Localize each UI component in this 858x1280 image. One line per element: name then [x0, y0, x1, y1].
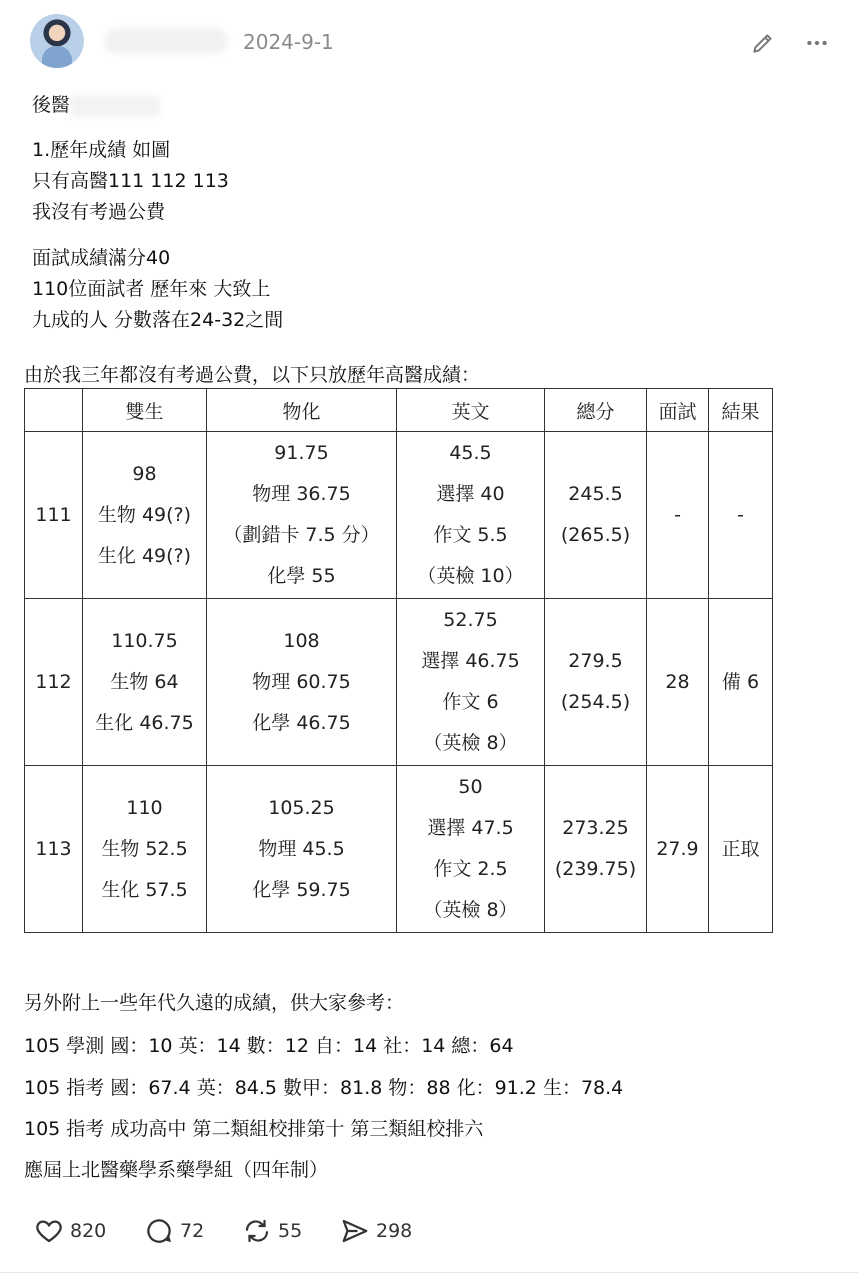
table-row	[25, 432, 773, 599]
cell-line: 化學 55	[267, 565, 336, 587]
cell-line: 245.5	[568, 483, 623, 505]
post-line: 1.歷年成績 如圖	[32, 139, 171, 161]
table-header: 結果	[709, 389, 773, 432]
table-header	[25, 389, 83, 432]
repost-count: 55	[278, 1220, 303, 1242]
extra-line: 應屆上北醫藥學系藥學組（四年制）	[24, 1159, 329, 1181]
like-count: 820	[70, 1220, 107, 1242]
share-icon	[340, 1216, 370, 1246]
cell-line: 91.75	[274, 442, 329, 464]
cell-line: 作文 6	[442, 691, 499, 713]
more-icon[interactable]	[802, 28, 832, 58]
bio-cell	[83, 432, 207, 599]
comment-icon	[144, 1216, 174, 1246]
post-paragraph-1	[32, 135, 229, 228]
edit-icon[interactable]	[748, 28, 778, 58]
cell-line: （英檢 8）	[423, 899, 518, 921]
cell-line: 105.25	[268, 796, 335, 819]
extra-line: 105 指考 國：67.4 英：84.5 數甲：81.8 物：88 化：91.2 生：78.4	[24, 1077, 624, 1099]
table-header: 雙生	[83, 389, 207, 432]
cell-line: 化學 46.75	[252, 711, 351, 734]
english-cell	[397, 432, 545, 599]
table-row	[25, 766, 773, 933]
year-cell: 111	[25, 432, 83, 599]
repost-button[interactable]	[242, 1216, 302, 1246]
cell-line: 110	[126, 796, 163, 819]
like-button[interactable]	[34, 1216, 106, 1246]
cell-line: 279.5	[568, 650, 623, 672]
bio-cell	[83, 766, 207, 933]
cell-line: 108	[283, 629, 320, 652]
post-paragraph-2	[32, 243, 283, 336]
cell-line: 生物 64	[110, 670, 179, 693]
total-cell	[545, 432, 647, 599]
cell-line: 50	[458, 776, 483, 798]
year-cell: 112	[25, 599, 83, 766]
total-cell	[545, 599, 647, 766]
cell-line: 物理 60.75	[252, 670, 351, 693]
cell-line: 273.25	[562, 817, 629, 839]
post-line: 只有高醫111 112 113	[32, 170, 229, 192]
english-cell	[397, 599, 545, 766]
title-redacted	[70, 95, 160, 117]
cell-line: （劃錯卡 7.5 分）	[223, 524, 380, 546]
heart-icon	[34, 1216, 64, 1246]
comment-button[interactable]	[144, 1216, 204, 1246]
cell-line: 生物 52.5	[101, 837, 188, 860]
cell-line: 生化 49(?)	[97, 544, 192, 567]
post-line: 面試成績滿分40	[32, 247, 171, 269]
post-header	[0, 0, 858, 84]
post-line: 110位面試者 歷年來 大致上	[32, 278, 271, 300]
username-redacted[interactable]	[104, 28, 228, 54]
extra-line: 105 指考 成功高中 第二類組校排第十 第三類組校排六	[24, 1118, 484, 1140]
share-count: 298	[376, 1220, 413, 1242]
extra-intro: 另外附上一些年代久遠的成績，供大家參考：	[24, 992, 405, 1014]
cell-line: 作文 2.5	[433, 858, 508, 880]
comment-count: 72	[180, 1220, 205, 1242]
result-cell: 正取	[709, 766, 773, 933]
cell-line: 98	[132, 462, 157, 485]
avatar[interactable]	[30, 14, 84, 68]
share-button[interactable]	[340, 1216, 412, 1246]
table-caption: 由於我三年都沒有考過公費，以下只放歷年高醫成績：	[24, 364, 481, 386]
cell-line: 生化 57.5	[101, 878, 188, 901]
phychem-cell	[207, 599, 397, 766]
interview-cell: -	[647, 432, 709, 599]
phychem-cell	[207, 766, 397, 933]
cell-line: 物理 45.5	[258, 837, 345, 860]
cell-line: (265.5)	[560, 524, 631, 546]
table-header: 物化	[207, 389, 397, 432]
cell-line: (254.5)	[560, 691, 631, 713]
post-timestamp: 2024-9-1	[243, 30, 334, 54]
table-header: 總分	[545, 389, 647, 432]
table-row	[25, 599, 773, 766]
cell-line: 化學 59.75	[252, 878, 351, 901]
cell-line: 物理 36.75	[252, 483, 351, 505]
cell-line: 生化 46.75	[95, 711, 194, 734]
divider	[0, 1272, 858, 1273]
post-line: 我沒有考過公費	[32, 201, 166, 223]
table-header: 英文	[397, 389, 545, 432]
interview-cell: 27.9	[647, 766, 709, 933]
interview-cell: 28	[647, 599, 709, 766]
cell-line: 作文 5.5	[433, 524, 508, 546]
cell-line: 生物 49(?)	[97, 503, 192, 526]
repost-icon	[242, 1216, 272, 1246]
bio-cell	[83, 599, 207, 766]
result-cell: 備 6	[709, 599, 773, 766]
result-cell: -	[709, 432, 773, 599]
year-cell: 113	[25, 766, 83, 933]
action-bar	[0, 1208, 858, 1254]
cell-line: 選擇 40	[436, 483, 505, 505]
total-cell	[545, 766, 647, 933]
cell-line: (239.75)	[554, 858, 637, 880]
table-header: 面試	[647, 389, 709, 432]
cell-line: 選擇 47.5	[427, 817, 514, 839]
cell-line: （英檢 10）	[417, 565, 524, 587]
english-cell	[397, 766, 545, 933]
cell-line: （英檢 8）	[423, 732, 518, 754]
post-title	[32, 90, 160, 121]
table-header-row	[25, 389, 773, 432]
phychem-cell	[207, 432, 397, 599]
extra-line: 105 學測 國：10 英：14 數：12 自：14 社：14 總：64	[24, 1035, 514, 1057]
post-line: 九成的人 分數落在24-32之間	[32, 309, 284, 331]
score-table	[24, 388, 773, 933]
cell-line: 45.5	[449, 442, 492, 464]
post-title-text: 後醫	[32, 94, 71, 116]
cell-line: 52.75	[443, 609, 498, 631]
cell-line: 選擇 46.75	[421, 650, 520, 672]
cell-line: 110.75	[111, 629, 178, 652]
